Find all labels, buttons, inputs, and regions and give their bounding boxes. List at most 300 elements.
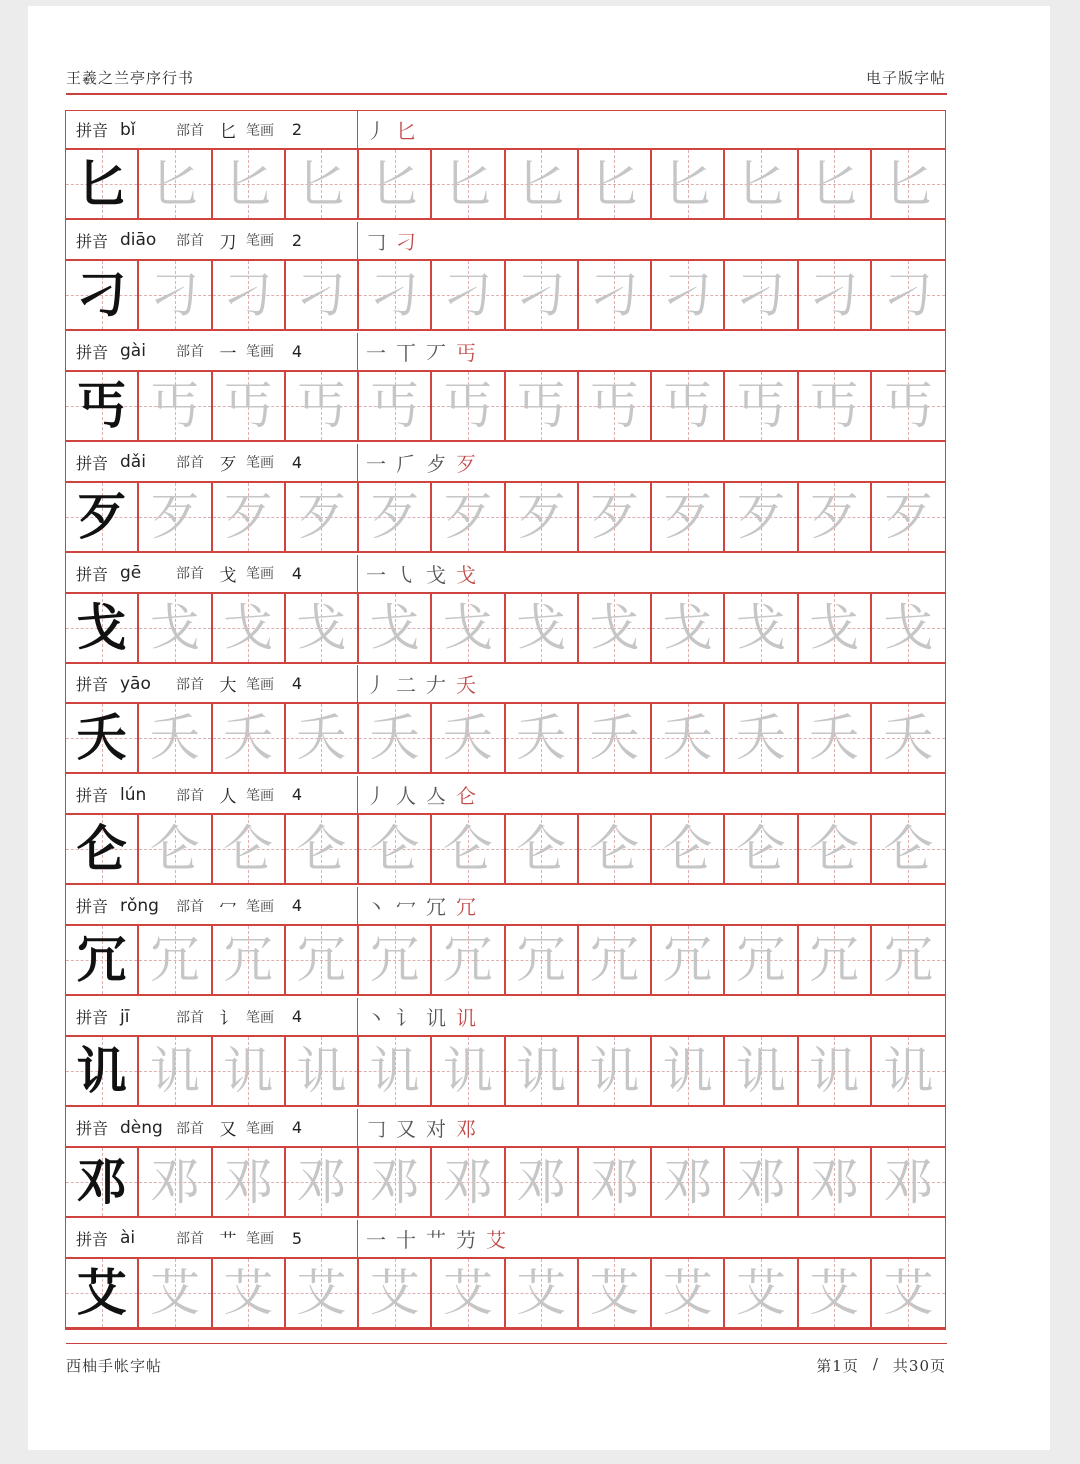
stroke-step: 冖	[396, 895, 416, 920]
trace-cell	[872, 261, 945, 329]
trace-character: 刁	[369, 265, 420, 324]
trace-character: 丐	[296, 376, 347, 435]
trace-cell	[213, 1037, 286, 1105]
stroke-step: 戈	[456, 562, 476, 587]
practice-row	[66, 924, 945, 996]
stroke-step: 对	[426, 1117, 446, 1142]
character-meta	[66, 998, 358, 1035]
stroke-count-label: 笔画	[246, 787, 274, 804]
stroke-step: 丿	[366, 119, 386, 143]
trace-character: 讥	[735, 1042, 786, 1101]
trace-cell	[872, 815, 945, 883]
stroke-step: 戈	[426, 562, 446, 587]
trace-character: 夭	[442, 709, 493, 768]
trace-character: 刁	[662, 265, 713, 324]
trace-character: 邓	[223, 1153, 274, 1212]
trace-cell	[506, 1037, 579, 1105]
trace-character: 邓	[735, 1153, 786, 1212]
stroke-count-value: 4	[291, 563, 303, 583]
pinyin-value: jī	[120, 1006, 130, 1027]
footer-rule	[66, 1343, 947, 1344]
stroke-step: 𠃌	[366, 229, 386, 254]
trace-cell	[213, 704, 286, 772]
trace-character: 邓	[442, 1153, 493, 1212]
stroke-step: 歺	[426, 451, 446, 476]
pinyin-label: 拼音	[76, 121, 109, 140]
trace-character: 仑	[735, 820, 786, 879]
trace-cell	[213, 150, 286, 218]
stroke-step: 亼	[426, 784, 446, 809]
model-character: 讥	[76, 1041, 127, 1101]
trace-character: 夭	[662, 709, 713, 768]
model-cell	[66, 150, 139, 218]
trace-cell	[799, 483, 872, 551]
trace-cell	[872, 926, 945, 994]
trace-character: 刁	[149, 265, 200, 324]
stroke-count-value: 2	[291, 120, 303, 139]
trace-cell	[286, 372, 359, 440]
trace-character: 戈	[883, 598, 934, 657]
practice-row	[66, 1035, 945, 1107]
page-indicator	[816, 1355, 946, 1376]
trace-character: 邓	[149, 1153, 200, 1212]
trace-character: 艾	[516, 1263, 567, 1322]
trace-character: 艾	[662, 1263, 713, 1322]
trace-cell	[432, 372, 505, 440]
trace-character: 冗	[883, 931, 934, 990]
trace-character: 歹	[662, 487, 713, 546]
radical-value: 冖	[219, 898, 237, 919]
trace-character: 仑	[516, 820, 567, 879]
radical-label: 部首	[176, 1009, 204, 1026]
trace-character: 戈	[662, 598, 713, 657]
stroke-count-value: 4	[291, 1007, 303, 1027]
trace-cell	[725, 815, 798, 883]
trace-character: 夭	[149, 709, 200, 768]
trace-character: 刁	[883, 265, 934, 324]
pinyin-value: ài	[120, 1228, 136, 1249]
trace-cell	[799, 815, 872, 883]
trace-cell	[506, 372, 579, 440]
trace-character: 戈	[735, 598, 786, 657]
trace-character: 丐	[149, 376, 200, 435]
stroke-count-value: 4	[291, 452, 303, 472]
trace-character: 邓	[809, 1153, 860, 1212]
trace-cell	[579, 594, 652, 662]
trace-character: 邓	[296, 1153, 347, 1212]
character-block	[66, 444, 945, 555]
trace-cell	[213, 1148, 286, 1216]
stroke-step: 十	[396, 1227, 416, 1252]
trace-character: 仑	[809, 820, 860, 879]
trace-cell	[139, 704, 212, 772]
trace-character: 丐	[809, 376, 860, 435]
trace-character: 刁	[589, 265, 640, 324]
pinyin-label: 拼音	[76, 675, 109, 695]
character-info-row	[66, 665, 945, 702]
model-cell	[66, 926, 139, 994]
practice-row	[66, 148, 945, 220]
trace-cell	[359, 150, 432, 218]
trace-cell	[725, 1148, 798, 1216]
character-block	[66, 555, 945, 666]
trace-character: 仑	[662, 820, 713, 879]
stroke-step: 丿	[366, 673, 386, 698]
radical-label: 部首	[176, 676, 204, 693]
trace-cell	[359, 926, 432, 994]
trace-cell	[799, 1259, 872, 1327]
trace-cell	[872, 1037, 945, 1105]
character-meta	[66, 111, 358, 148]
trace-character: 丐	[442, 376, 493, 435]
trace-cell	[286, 1259, 359, 1327]
character-block	[66, 1109, 945, 1220]
stroke-step: 刁	[396, 229, 416, 254]
page-footer	[66, 1352, 946, 1376]
character-block	[66, 665, 945, 776]
character-block	[66, 776, 945, 887]
trace-character: 邓	[883, 1153, 934, 1212]
stroke-count-value: 4	[291, 674, 303, 694]
character-info-row	[66, 1109, 945, 1146]
trace-character: 仑	[589, 820, 640, 879]
trace-cell	[652, 1259, 725, 1327]
practice-row	[66, 702, 945, 774]
model-character: 艾	[76, 1262, 127, 1322]
trace-cell	[432, 926, 505, 994]
trace-cell	[432, 1148, 505, 1216]
trace-character: 匕	[662, 155, 713, 213]
character-info-row	[66, 333, 945, 370]
total-pages: 共30页	[892, 1357, 946, 1375]
practice-grid	[65, 110, 946, 1330]
trace-cell	[213, 594, 286, 662]
radical-label: 部首	[176, 898, 204, 915]
trace-character: 丐	[883, 376, 934, 435]
trace-character: 匕	[369, 155, 420, 213]
trace-character: 歹	[809, 487, 860, 546]
header-rule	[66, 93, 947, 95]
trace-cell	[579, 815, 652, 883]
trace-cell	[799, 1148, 872, 1216]
trace-cell	[213, 926, 286, 994]
character-meta	[66, 555, 358, 592]
model-character: 丐	[76, 375, 127, 435]
stroke-step: 丆	[426, 340, 446, 365]
trace-character: 匕	[735, 155, 786, 213]
trace-character: 戈	[149, 598, 200, 657]
stroke-count-label: 笔画	[246, 1120, 274, 1137]
character-info-row	[66, 222, 945, 259]
radical-value: 匕	[219, 122, 237, 142]
character-info-row	[66, 555, 945, 592]
trace-cell	[432, 261, 505, 329]
character-info-row	[66, 1220, 945, 1257]
trace-cell	[652, 150, 725, 218]
trace-cell	[506, 815, 579, 883]
trace-character: 歹	[735, 487, 786, 546]
trace-character: 匕	[223, 155, 274, 213]
model-cell	[66, 261, 139, 329]
trace-character: 戈	[296, 598, 347, 657]
pinyin-value: bǐ	[120, 119, 136, 140]
trace-character: 歹	[296, 487, 347, 546]
stroke-step: 讥	[426, 1006, 446, 1031]
trace-cell	[579, 372, 652, 440]
trace-character: 艾	[809, 1263, 860, 1322]
current-page: 第1页	[816, 1357, 859, 1375]
trace-cell	[799, 926, 872, 994]
trace-cell	[359, 704, 432, 772]
trace-cell	[432, 704, 505, 772]
trace-character: 丐	[223, 376, 274, 435]
stroke-count-label: 笔画	[246, 455, 274, 472]
character-meta	[66, 444, 358, 481]
pinyin-value: rǒng	[120, 895, 159, 916]
trace-cell	[286, 150, 359, 218]
character-info-row	[66, 776, 945, 813]
trace-character: 匕	[296, 155, 347, 213]
pinyin-label: 拼音	[76, 1008, 109, 1028]
trace-cell	[725, 704, 798, 772]
stroke-count-label: 笔画	[246, 1231, 274, 1248]
trace-character: 仑	[883, 820, 934, 879]
trace-cell	[579, 704, 652, 772]
trace-cell	[799, 704, 872, 772]
model-cell	[66, 815, 139, 883]
stroke-step: 芀	[456, 1227, 476, 1252]
stroke-step: 一	[366, 1227, 386, 1252]
trace-cell	[432, 594, 505, 662]
radical-value: 大	[219, 676, 237, 697]
pinyin-value: gài	[120, 341, 146, 362]
trace-cell	[652, 1148, 725, 1216]
pinyin-value: dèng	[120, 1117, 163, 1138]
pinyin-label: 拼音	[76, 1119, 109, 1139]
stroke-step: 𠂇	[426, 673, 446, 698]
pinyin-value: gē	[120, 563, 142, 584]
trace-cell	[799, 261, 872, 329]
trace-character: 刁	[809, 265, 860, 324]
practice-row	[66, 481, 945, 553]
model-character: 夭	[76, 708, 127, 768]
trace-character: 仑	[296, 820, 347, 879]
page-header	[66, 64, 946, 88]
trace-character: 讥	[296, 1042, 347, 1101]
trace-character: 戈	[809, 598, 860, 657]
trace-cell	[286, 483, 359, 551]
trace-cell	[139, 1259, 212, 1327]
trace-cell	[872, 372, 945, 440]
trace-character: 戈	[223, 598, 274, 657]
stroke-step: 又	[396, 1117, 416, 1142]
trace-cell	[359, 483, 432, 551]
trace-character: 讥	[223, 1042, 274, 1101]
trace-cell	[506, 1148, 579, 1216]
radical-value: 又	[219, 1120, 237, 1141]
trace-character: 夭	[735, 709, 786, 768]
trace-cell	[872, 483, 945, 551]
stroke-count-label: 笔画	[246, 566, 274, 583]
trace-cell	[579, 150, 652, 218]
trace-cell	[286, 704, 359, 772]
trace-character: 匕	[149, 155, 200, 213]
trace-cell	[432, 150, 505, 218]
stroke-count-label: 笔画	[246, 122, 274, 139]
trace-cell	[359, 261, 432, 329]
trace-character: 夭	[809, 709, 860, 768]
stroke-order	[358, 998, 945, 1035]
trace-character: 仑	[442, 820, 493, 879]
model-cell	[66, 372, 139, 440]
radical-value: 一	[219, 343, 237, 364]
trace-character: 冗	[516, 931, 567, 990]
edition-label: 电子版字帖	[865, 69, 946, 87]
trace-character: 歹	[589, 487, 640, 546]
trace-cell	[139, 1148, 212, 1216]
trace-character: 仑	[369, 820, 420, 879]
trace-character: 歹	[223, 487, 274, 546]
trace-character: 匕	[442, 155, 493, 213]
radical-label: 部首	[176, 1120, 204, 1137]
model-cell	[66, 594, 139, 662]
trace-cell	[139, 594, 212, 662]
trace-cell	[579, 483, 652, 551]
trace-cell	[506, 926, 579, 994]
stroke-order	[358, 222, 945, 259]
trace-cell	[359, 594, 432, 662]
trace-cell	[725, 372, 798, 440]
trace-cell	[506, 1259, 579, 1327]
radical-value: 艹	[219, 1230, 237, 1251]
trace-cell	[799, 1037, 872, 1105]
trace-cell	[725, 926, 798, 994]
trace-cell	[139, 372, 212, 440]
pinyin-value: lún	[120, 784, 147, 805]
trace-cell	[506, 704, 579, 772]
stroke-order	[358, 1220, 945, 1257]
trace-cell	[725, 1037, 798, 1105]
trace-cell	[359, 1259, 432, 1327]
trace-cell	[139, 1037, 212, 1105]
trace-cell	[213, 372, 286, 440]
trace-cell	[872, 1148, 945, 1216]
radical-label: 部首	[176, 1231, 204, 1248]
trace-character: 讥	[442, 1042, 493, 1101]
character-meta	[66, 776, 358, 813]
trace-cell	[359, 1148, 432, 1216]
radical-value: 戈	[219, 565, 237, 586]
trace-cell	[213, 261, 286, 329]
character-block	[66, 998, 945, 1109]
trace-character: 冗	[149, 931, 200, 990]
character-block	[66, 111, 945, 222]
model-character: 邓	[76, 1152, 127, 1212]
trace-character: 讥	[883, 1042, 934, 1101]
stroke-step: 艾	[486, 1227, 506, 1252]
trace-cell	[652, 594, 725, 662]
trace-character: 歹	[516, 487, 567, 546]
character-info-row	[66, 111, 945, 148]
trace-cell	[139, 150, 212, 218]
trace-cell	[872, 704, 945, 772]
radical-label: 部首	[176, 455, 204, 472]
character-meta	[66, 665, 358, 702]
trace-cell	[432, 1037, 505, 1105]
trace-character: 冗	[369, 931, 420, 990]
character-info-row	[66, 998, 945, 1035]
trace-cell	[799, 372, 872, 440]
publisher-label: 西柚手帐字帖	[66, 1357, 163, 1375]
trace-character: 夭	[883, 709, 934, 768]
trace-character: 仑	[223, 820, 274, 879]
stroke-count-value: 2	[291, 230, 303, 250]
character-info-row	[66, 887, 945, 924]
stroke-step: 𠃌	[366, 1117, 386, 1142]
model-character: 仑	[76, 819, 127, 879]
stroke-order	[358, 887, 945, 924]
trace-character: 讥	[516, 1042, 567, 1101]
trace-cell	[359, 1037, 432, 1105]
trace-cell	[359, 815, 432, 883]
pinyin-value: yāo	[120, 673, 151, 694]
trace-cell	[432, 815, 505, 883]
radical-label: 部首	[176, 233, 204, 250]
pinyin-label: 拼音	[76, 453, 109, 473]
trace-cell	[432, 1259, 505, 1327]
page-separator: /	[872, 1355, 879, 1373]
trace-cell	[799, 594, 872, 662]
trace-cell	[652, 1037, 725, 1105]
model-character: 歹	[76, 486, 127, 546]
trace-cell	[799, 150, 872, 218]
pinyin-value: diāo	[120, 230, 157, 251]
stroke-step: 丅	[396, 340, 416, 365]
trace-cell	[286, 261, 359, 329]
trace-character: 艾	[735, 1263, 786, 1322]
stroke-step: 𠂆	[396, 451, 416, 476]
stroke-order	[358, 776, 945, 813]
trace-character: 冗	[296, 931, 347, 990]
trace-character: 夭	[223, 709, 274, 768]
trace-cell	[872, 594, 945, 662]
trace-character: 讥	[369, 1042, 420, 1101]
trace-character: 戈	[369, 598, 420, 657]
stroke-count-label: 笔画	[246, 233, 274, 250]
trace-cell	[213, 1259, 286, 1327]
stroke-count-label: 笔画	[246, 344, 274, 361]
model-character: 刁	[76, 264, 127, 324]
trace-character: 艾	[296, 1263, 347, 1322]
radical-value: 人	[219, 787, 237, 808]
stroke-count-label: 笔画	[246, 676, 274, 693]
trace-cell	[872, 150, 945, 218]
trace-cell	[725, 150, 798, 218]
trace-cell	[579, 1148, 652, 1216]
stroke-step: 匕	[396, 119, 416, 143]
trace-cell	[652, 372, 725, 440]
stroke-step: 讥	[456, 1006, 476, 1031]
stroke-step: 仑	[456, 784, 476, 809]
stroke-step: 邓	[456, 1117, 476, 1142]
trace-cell	[725, 1259, 798, 1327]
practice-row	[66, 1257, 945, 1329]
practice-row	[66, 259, 945, 331]
character-info-row	[66, 444, 945, 481]
stroke-step: 丶	[366, 1006, 386, 1031]
stroke-step: 夭	[456, 673, 476, 698]
trace-cell	[506, 483, 579, 551]
